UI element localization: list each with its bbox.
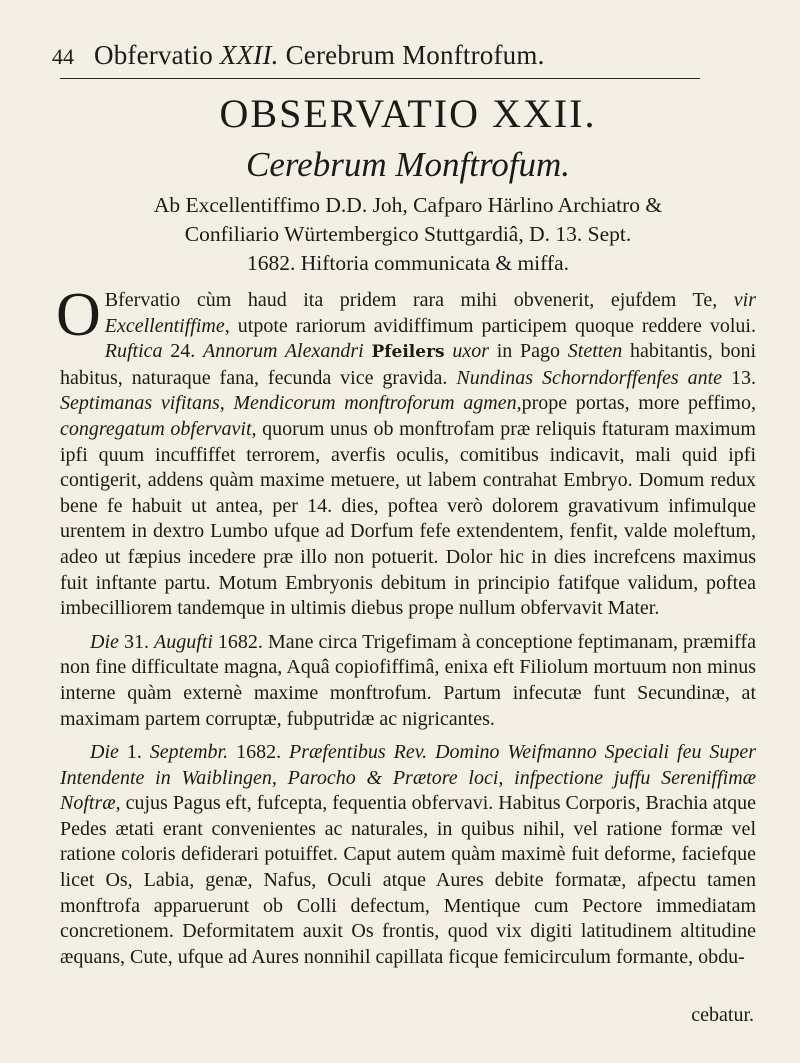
p1-span-13: 13. [731,366,757,389]
p3-span-3: Septembr. [149,741,229,764]
p1-span-10: Stetten [567,340,623,363]
p1-span-8: uxor [452,340,490,363]
p1-span-7: Pfeilers [371,342,445,363]
paragraph-1 [56,281,757,622]
p3-span-6: cujus Pagus eft, fufcepta, fequentia obfervavi. Habitus Corporis, Brachia atque Pedes ætati erant convenientes ac naturales, in quibus nihil, vel ratione formæ vel ratione coloris defiderari potuiffet. Caput autem quàm maximè fuit deforme, faciefque licet Os, Labia, genæ, Nafus, Oculi atque Aures debite formatæ, afpectu tamen monftrofa apparuerunt ob Colli defectum, Mentique cum Pectore immediatam concretionem. Deformitatem auxit Os frontis, quod vix digiti latitudinem altitudine æquans, Cute, ufque ad Aures nonnihil capillata ficque femicirculum formante, obdu- [60,792,757,968]
p1-span-5: 24. [170,340,196,363]
drop-cap: O [56,281,101,349]
body-text [56,281,757,970]
source-line-3: 1682. Hiftoria communicata & miffa. [246,251,570,275]
p1-span-12: Nundinas Schorndorffenfes ante [456,366,723,389]
observation-subtitle: Cerebrum Monftrofum. [245,145,571,184]
p1-span-1: Bfervatio cùm haud ita pridem rara mihi obvenerit, ejufdem Te, [104,289,718,311]
p2-span-1: Die [90,630,119,653]
p1-span-15: prope portas, more peffimo, [521,392,756,415]
running-header [52,38,700,79]
running-title [94,38,545,72]
p1-span-9: in Pago [496,340,561,363]
catchword: cebatur. [691,1004,754,1026]
paragraph-2 [60,630,756,732]
p3-span-4: 1682. [236,741,282,764]
p2-span-3: Augufti [153,630,213,653]
running-title-numeral: XXII. [219,40,279,70]
source-line-1: Ab Excellentiffimo D.D. Joh, Cafparo Härlino Archiatro & [153,193,663,217]
source-note [60,191,756,278]
observation-heading: OBSERVATIO XXII. [219,91,597,136]
page-number: 44 [52,44,74,69]
p1-span-2: vir Excellentiffime [104,289,756,337]
p1-span-16: congregatum obfervavit [60,417,252,440]
p3-span-5: Præfentibus Rev. Domino Weifmanno Speciali feu Super Intendente in Waiblingen, Parocho & Prætore loci, infpectione juffu Sereniffimæ Noftræ, [60,741,757,815]
paragraph-3 [60,740,756,970]
p3-span-2: 1. [126,741,142,764]
p1-span-6: Annorum Alexandri [203,340,364,363]
p1-span-17: , quorum unus ob monftrofam præ reliquis ftaturam maximum ipfi quum incuffiffet terrorem, averfis oculis, comitibus indicavit, mali quid ipfi contigerit, addens quàm maxime metuere, ut labem contrahat Embryo. Domum redux bene fe habuit ut antea, per 14. dies, poftea verò dolorem gravativum infimulque urentem in dextro Lumbo ufque ad Dorfum fefe extendentem, fenfit, valde moleftum, adeo ut fæpius incedere præ illo non potuerit. Dolor hic in dies increfcens maximus fuit inftante partu. Motum Embryonis debitum in principio fatifque validum, poftea imbecilliorem tandemque in ultimis diebus prope nullum obfervavit Mater. [60,417,756,620]
running-title-suffix: Cerebrum Monftrofum. [278,40,545,70]
p2-span-2: 31. [123,630,149,653]
p3-span-1: Die [90,741,119,764]
p1-span-11: habitantis, boni habitus, naturaque fana, fecunda vice gravida. [60,340,757,389]
p1-span-14: Septimanas vifitans, Mendicorum monftroforum agmen, [60,392,522,415]
p2-span-4: 1682. Mane circa Trigefimam à conceptione feptimanam, præmiffa non fine difficultate magna, Aquâ copiofiffimâ, enixa eft Filiolum mortuum non minus interne quàm externè maxime monftrofum. Partum infecutæ funt Secundinæ, at maximam partem corruptæ, fubputridæ ac nigricantes. [60,630,757,730]
p1-span-3: , utpote rariorum avidiffimum participem quoque reddere volui. [224,314,756,337]
running-title-prefix: Obfervatio [94,40,220,70]
p1-span-4: Ruftica [104,340,163,363]
source-line-2: Confiliario Würtembergico Stuttgardiâ, D. 13. Sept. [184,222,632,246]
